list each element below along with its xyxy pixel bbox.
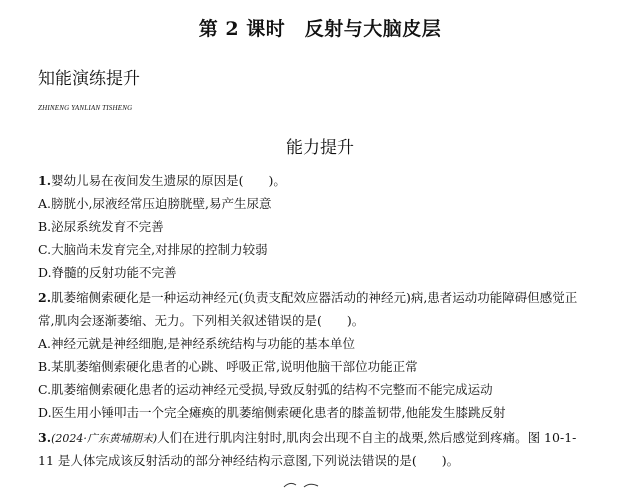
question-source: (2024·广东黄埔期末) xyxy=(51,432,158,445)
figure-fragment xyxy=(282,478,322,488)
lesson-title: 第 2 课时 反射与大脑皮层 xyxy=(198,18,442,40)
question-1-option-d: D.脊髓的反射功能不完善 xyxy=(38,265,177,280)
question-2-option-a: A.神经元就是神经细胞,是神经系统结构与功能的基本单位 xyxy=(38,336,355,351)
question-number: 1. xyxy=(38,173,52,188)
question-1-option-a: A.膀胱小,尿液经常压迫膀胱壁,易产生尿意 xyxy=(38,196,272,211)
question-2-stem xyxy=(38,288,577,306)
question-number: 2. xyxy=(38,290,52,305)
question-2-stem-continued: 常,肌肉会逐渐萎缩、无力。下列相关叙述错误的是( )。 xyxy=(38,313,365,328)
question-text: 婴幼儿易在夜间发生遗尿的原因是( )。 xyxy=(51,173,286,188)
question-2-option-c: C.肌萎缩侧索硬化患者的运动神经元受损,导致反射弧的结构不完整而不能完成运动 xyxy=(38,382,493,397)
question-number: 3. xyxy=(38,430,52,445)
question-1-option-c: C.大脑尚未发育完全,对排尿的控制力较弱 xyxy=(38,242,268,257)
question-2-option-b: B.某肌萎缩侧索硬化患者的心跳、呼吸正常,说明他脑干部位功能正常 xyxy=(38,359,418,374)
question-text: 肌萎缩侧索硬化是一种运动神经元(负责支配效应器活动的神经元)病,患者运动功能障碍但感觉正 xyxy=(51,290,578,305)
question-3-stem xyxy=(38,428,576,446)
subsection-heading: 能力提升 xyxy=(286,138,354,158)
section-pinyin: ZHINENG YANLIAN TISHENG xyxy=(38,104,133,112)
question-text: 人们在进行肌肉注射时,肌肉会出现不自主的战栗,然后感觉到疼痛。图 10-1- xyxy=(157,430,577,445)
question-3-stem-continued: 11 是人体完成该反射活动的部分神经结构示意图,下列说法错误的是( )。 xyxy=(38,453,460,468)
section-heading: 知能演练提升 xyxy=(38,69,140,89)
question-2-option-d: D.医生用小锤叩击一个完全瘫痪的肌萎缩侧索硬化患者的膝盖韧带,他能发生膝跳反射 xyxy=(38,405,506,420)
question-1-stem xyxy=(38,171,286,189)
question-1-option-b: B.泌尿系统发育不完善 xyxy=(38,219,164,234)
